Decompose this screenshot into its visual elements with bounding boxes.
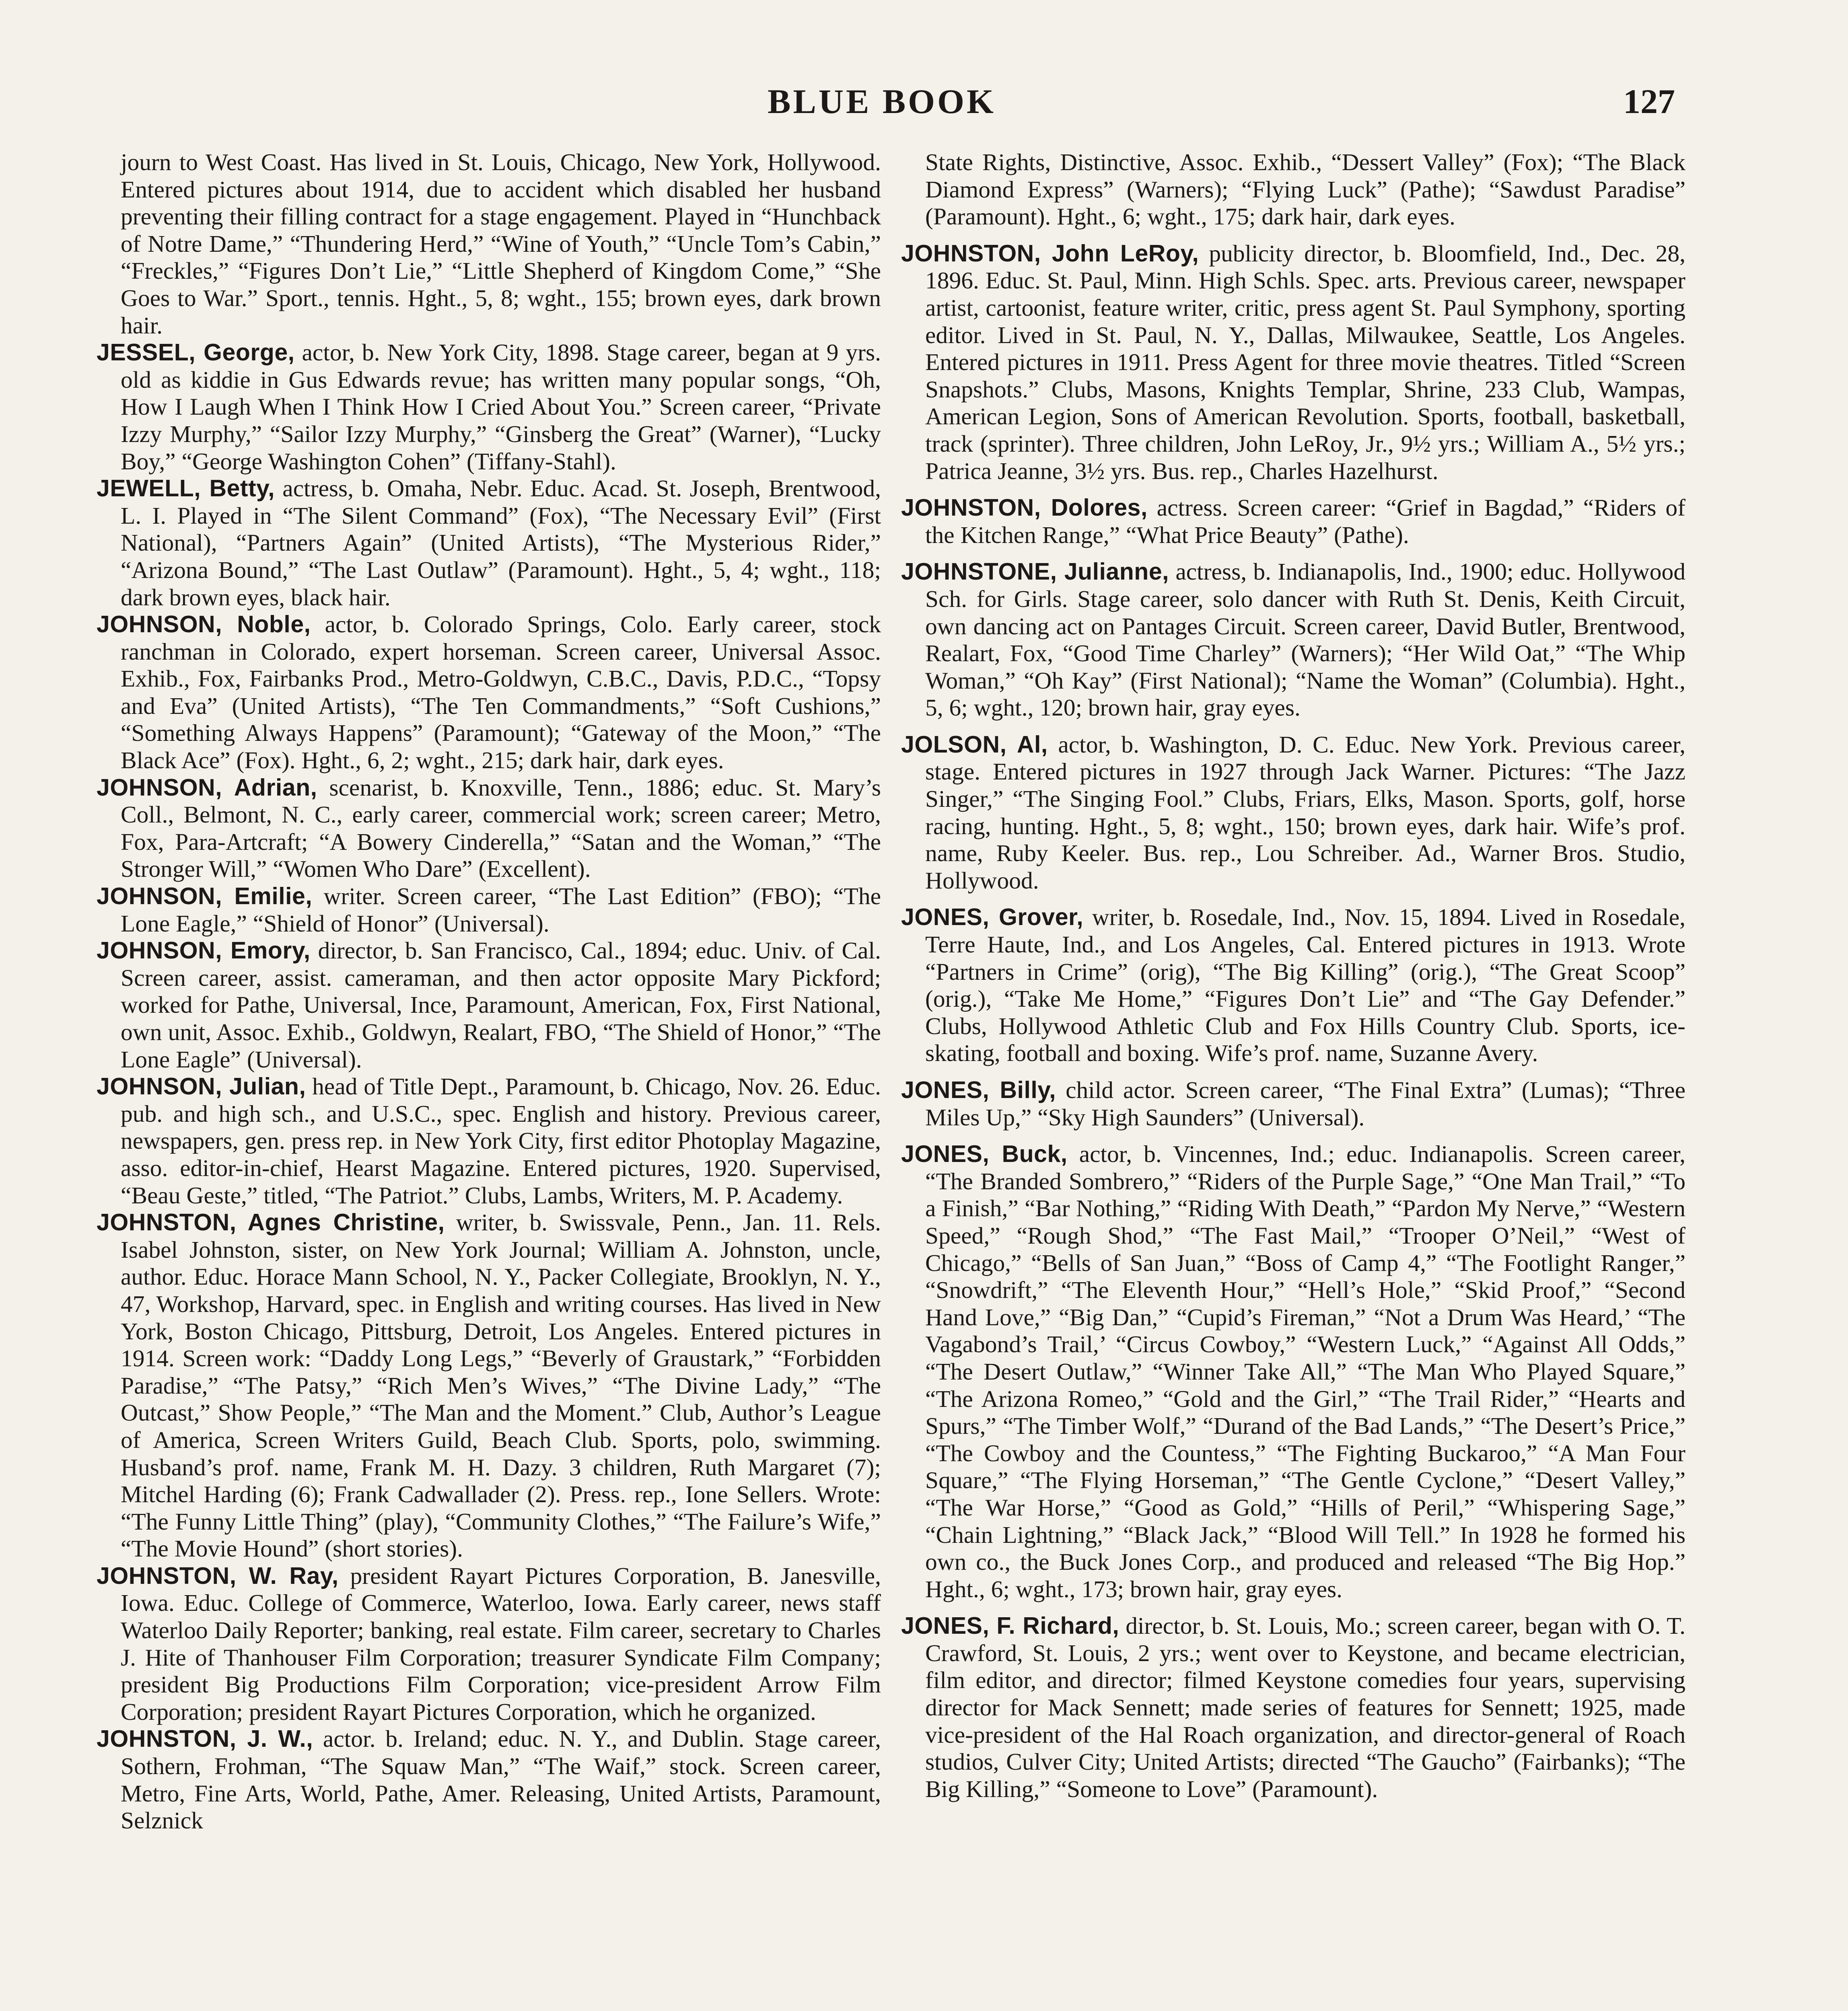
directory-entry [901, 1077, 1685, 1131]
entry-name: JESSEL, George, [97, 339, 295, 366]
entry-text: actor, b. Colorado Springs, Colo. Early career, stock ranchman in Colorado, expert horseman. Screen career, Universal Assoc. Exhib., Fox, Fairbanks Prod., Metro-Goldwyn, C.B.C., Davis, P.D.C., “Topsy and Eva” (United Artists), “The Ten Commandments,” “Soft Cushions,” “Something Always Happens” (Paramount); “Gateway of the Moon,” “The Black Ace” (Fox). Hght., 6, 2; wght., 215; dark hair, dark eyes. [121, 611, 881, 774]
directory-entry [97, 1073, 881, 1209]
entry-text: head of Title Dept., Paramount, b. Chicago, Nov. 26. Educ. pub. and high sch., and U.S.C., spec. English and history. Previous career, newspapers, gen. press rep. in New York City, first editor Photoplay Magazine, asso. editor-in-chief, Hearst Magazine. Entered pictures, 1920. Supervised, “Beau Geste,” titled, “The Patriot.” Clubs, Lambs, Writers, M. P. Academy. [121, 1073, 881, 1209]
entry-name: JOHNSON, Emory, [97, 937, 311, 964]
directory-entry [97, 937, 881, 1073]
entry-name: JEWELL, Betty, [97, 475, 275, 502]
entry-name: JONES, F. Richard, [901, 1612, 1120, 1639]
directory-entry [97, 475, 881, 611]
entry-name: JONES, Grover, [901, 904, 1084, 931]
entry-name: JOHNSON, Emilie, [97, 883, 313, 910]
directory-entry [901, 904, 1685, 1067]
entry-text: actress, b. Indianapolis, Ind., 1900; educ. Hollywood Sch. for Girls. Stage career, solo dancer with Ruth St. Denis, Keith Circuit, own dancing act on Pantages Circuit. Screen career, David Butler, Brentwood, Realart, Fox, “Good Time Charley” (Warners); “Her Wild Oat,” “The Whip Woman,” “Oh Kay” (First National); “Name the Woman” (Columbia). Hght., 5, 6; wght., 120; brown hair, gray eyes. [925, 558, 1685, 721]
entry-text: actor, b. New York City, 1898. Stage career, began at 9 yrs. old as kiddie in Gus Edwards revue; has written many popular songs, “Oh, How I Laugh When I Think How I Cried About You.” Screen career, “Private Izzy Murphy,” “Sailor Izzy Murphy,” “Ginsberg the Great” (Warner), “Lucky Boy,” “George Washington Cohen” (Tiffany-Stahl). [121, 339, 881, 475]
entry-name: JOLSON, Al, [901, 731, 1048, 758]
page-header [84, 72, 1679, 129]
entry-text: director, b. San Francisco, Cal., 1894; educ. Univ. of Cal. Screen career, assist. cameraman, and then actor opposite Mary Pickford; worked for Pathe, Universal, Ince, Paramount, American, Fox, First National, own unit, Assoc. Exhib., Goldwyn, Realart, FBO, “The Shield of Honor,” “The Lone Eagle” (Universal). [121, 937, 881, 1073]
entry-text: writer, b. Swissvale, Penn., Jan. 11. Rels. Isabel Johnston, sister, on New York Journal; William A. Johnston, uncle, author. Educ. Horace Mann School, N. Y., Packer Collegiate, Brooklyn, N. Y., 47, Workshop, Harvard, spec. in English and writing courses. Has lived in New York, Boston Chicago, Pittsburg, Detroit, Los Angeles. Entered pictures in 1914. Screen work: “Daddy Long Legs,” “Beverly of Graustark,” “Forbidden Paradise,” “The Patsy,” “Rich Men’s Wives,” “The Divine Lady,” “The Outcast,” Show People,” “The Man and the Moment.” Club, Author’s League of America, Screen Writers Guild, Beach Club. Sports, polo, swimming. Husband’s prof. name, Frank M. H. Dazy. 3 children, Ruth Margaret (7); Mitchel Harding (6); Frank Cadwallader (2). Press. rep., Ione Sellers. Wrote: “The Funny Little Thing” (play), “Community Clothes,” “The Failure’s Wife,” “The Movie Hound” (short stories). [121, 1209, 881, 1562]
entry-name: JOHNSTON, W. Ray, [97, 1562, 339, 1589]
entry-text: publicity director, b. Bloomfield, Ind., Dec. 28, 1896. Educ. St. Paul, Minn. High Schls. Spec. arts. Previous career, newspaper artist, cartoonist, feature writer, critic, press agent St. Paul Symphony, sporting editor. Lived in St. Paul, N. Y., Dallas, Milwaukee, Seattle, Los Angeles. Entered pictures in 1911. Press Agent for three movie theatres. Titled “Screen Snapshots.” Clubs, Masons, Knights Templar, Shrine, 233 Club, Wampas, American Legion, Sons of American Revolution. Sports, football, basketball, track (sprinter). Three children, John LeRoy, Jr., 9½ yrs.; William A., 5½ yrs.; Patrica Jeanne, 3½ yrs. Bus. rep., Charles Hazelhurst. [925, 240, 1685, 484]
entry-text: actress. Screen career: “Grief in Bagdad,” “Riders of the Kitchen Range,” “What Price Beauty” (Pathe). [925, 494, 1685, 548]
entry-text: actress, b. Omaha, Nebr. Educ. Acad. St. Joseph, Brentwood, L. I. Played in “The Silent Command” (Fox), “The Necessary Evil” (First National), “Partners Again” (United Artists), “The Mysterious Rider,” “Arizona Bound,” “The Last Outlaw” (Paramount). Hght., 5, 4; wght., 118; dark brown eyes, black hair. [121, 475, 881, 611]
directory-entry [97, 774, 881, 883]
directory-entry [97, 1209, 881, 1563]
directory-entry [901, 1141, 1685, 1603]
directory-entry [901, 731, 1685, 894]
running-title: BLUE BOOK [768, 82, 996, 121]
entry-name: JOHNSON, Julian, [97, 1073, 306, 1100]
right-column [901, 149, 1685, 1803]
entry-text: State Rights, Distinctive, Assoc. Exhib., “Dessert Valley” (Fox); “The Black Diamond Express” (Warners); “Flying Luck” (Pathe); “Sawdust Paradise” (Paramount). Hght., 6; wght., 175; dark hair, dark eyes. [925, 149, 1685, 230]
entry-text: director, b. St. Louis, Mo.; screen career, began with O. T. Crawford, St. Louis, 2 yrs.; went over to Keystone, and became electrician, film editor, and director; filmed Keystone comedies four years, supervising director for Mack Sennett; made series of features for Sennett; 1925, made vice-president of the Hal Roach organization, and director-general of Roach studios, Culver City; United Artists; directed “The Gaucho” (Fairbanks); “The Big Killing,” “Someone to Love” (Paramount). [925, 1612, 1685, 1802]
entry-name: JOHNSTONE, Julianne, [901, 558, 1169, 585]
entry-text: actor, b. Vincennes, Ind.; educ. Indianapolis. Screen career, “The Branded Sombrero,” “Riders of the Purple Sage,” “One Man Trail,” “To a Finish,” “Bar Nothing,” “Riding With Death,” “Pardon My Nerve,” “Western Speed,” “Rough Shod,” “The Fast Mail,” “Trooper O’Neil,” “West of Chicago,” “Bells of San Juan,” “Boss of Camp 4,” “The Footlight Ranger,” “Snowdrift,” “The Eleventh Hour,” “Hell’s Hole,” “Skid Proof,” “Second Hand Love,” “Big Dan,” “Cupid’s Fireman,” “Not a Drum Was Heard,’ “The Vagabond’s Trail,’ “Circus Cowboy,” “Western Luck,” “Against All Odds,” “The Desert Outlaw,” “Winner Take All,” “The Man Who Played Square,” “The Arizona Romeo,” “Gold and the Girl,” “The Trail Rider,” “Hearts and Spurs,” “The Timber Wolf,” “Durand of the Bad Lands,” “The Desert’s Price,” “The Cowboy and the Countess,” “The Fighting Buckaroo,” “A Man Four Square,” “The Flying Horseman,” “The Gentle Cyclone,” “Desert Valley,” “The War Horse,” “Good as Gold,” “Hills of Peril,” “Whispering Sage,” “Chain Lightning,” “Black Jack,” “Blood Will Tell.” In 1928 he formed his own co., the Buck Jones Corp., and produced and released “The Big Hop.” Hght., 6; wght., 173; brown hair, gray eyes. [925, 1141, 1686, 1602]
directory-entry [901, 149, 1685, 230]
entry-name: JOHNSON, Adrian, [97, 774, 317, 801]
directory-entry [901, 1612, 1685, 1803]
entry-text: writer. Screen career, “The Last Edition” (FBO); “The Lone Eagle,” “Shield of Honor” (Universal). [121, 883, 881, 937]
entry-name: JONES, Billy, [901, 1077, 1056, 1103]
directory-entry [901, 558, 1685, 722]
entry-text: actor, b. Washington, D. C. Educ. New York. Previous career, stage. Entered pictures in 1927 through Jack Warner. Pictures: “The Jazz Singer,” “The Singing Fool.” Clubs, Friars, Elks, Mason. Sports, golf, horse racing, hunting. Hght., 5, 8; wght., 150; brown eyes, dark hair. Wife’s prof. name, Ruby Keeler. Bus. rep., Lou Schreiber. Ad., Warner Bros. Studio, Hollywood. [925, 731, 1686, 894]
directory-entry [901, 240, 1685, 485]
left-column [97, 149, 881, 1834]
directory-entry [97, 611, 881, 774]
directory-entry [97, 1725, 881, 1834]
entry-name: JOHNSTON, J. W., [97, 1725, 313, 1752]
directory-entry [97, 883, 881, 937]
page-number: 127 [1623, 82, 1675, 121]
directory-entry [97, 149, 881, 339]
entry-name: JOHNSON, Noble, [97, 611, 311, 638]
entry-name: JOHNSTON, Dolores, [901, 494, 1148, 521]
entry-text: child actor. Screen career, “The Final Extra” (Lumas); “Three Miles Up,” “Sky High Saunders” (Universal). [925, 1077, 1685, 1131]
directory-entry [97, 339, 881, 475]
entry-name: JOHNSTON, Agnes Christine, [97, 1209, 445, 1236]
entry-text: scenarist, b. Knoxville, Tenn., 1886; educ. St. Mary’s Coll., Belmont, N. C., early career, commercial work; screen career; Metro, Fox, Para-Artcraft; “A Bowery Cinderella,” “Satan and the Woman,” “The Stronger Will,” “Women Who Dare” (Excellent). [121, 774, 881, 882]
directory-entry [97, 1563, 881, 1726]
entry-text: journ to West Coast. Has lived in St. Louis, Chicago, New York, Hollywood. Entered pictures about 1914, due to accident which disabled her husband preventing their filling contract for a stage engagement. Played in “Hunchback of Notre Dame,” “Thundering Herd,” “Wine of Youth,” “Uncle Tom’s Cabin,” “Freckles,” “Figures Don’t Lie,” “Little Shepherd of Kingdom Come,” “She Goes to War.” Sport., tennis. Hght., 5, 8; wght., 155; brown eyes, dark brown hair. [121, 149, 881, 339]
entry-name: JOHNSTON, John LeRoy, [901, 240, 1199, 267]
entry-text: president Rayart Pictures Corporation, B. Janesville, Iowa. Educ. College of Commerce, Waterloo, Iowa. Early career, news staff Waterloo Daily Reporter; banking, real estate. Film career, secretary to Charles J. Hite of Thanhouser Film Corporation; treasurer Syndicate Film Company; president Big Productions Film Corporation; vice-president Arrow Film Corporation; president Rayart Pictures Corporation, which he organized. [121, 1562, 881, 1725]
entry-text: actor. b. Ireland; educ. N. Y., and Dublin. Stage career, Sothern, Frohman, “The Squaw Man,” “The Waif,” stock. Screen career, Metro, Fine Arts, World, Pathe, Amer. Releasing, United Artists, Paramount, Selznick [121, 1725, 881, 1834]
entry-name: JONES, Buck, [901, 1141, 1068, 1168]
entry-text: writer, b. Rosedale, Ind., Nov. 15, 1894. Lived in Rosedale, Terre Haute, Ind., and Los Angeles, Cal. Entered pictures in 1913. Wrote “Partners in Crime” (orig), “The Big Killing” (orig.), “The Great Scoop” (orig.), “Take Me Home,” “Figures Don’t Lie” and “The Gay Defender.” Clubs, Hollywood Athletic Club and Fox Hills Country Club. Sports, ice-skating, football and boxing. Wife’s prof. name, Suzanne Avery. [925, 904, 1686, 1067]
directory-entry [901, 494, 1685, 549]
